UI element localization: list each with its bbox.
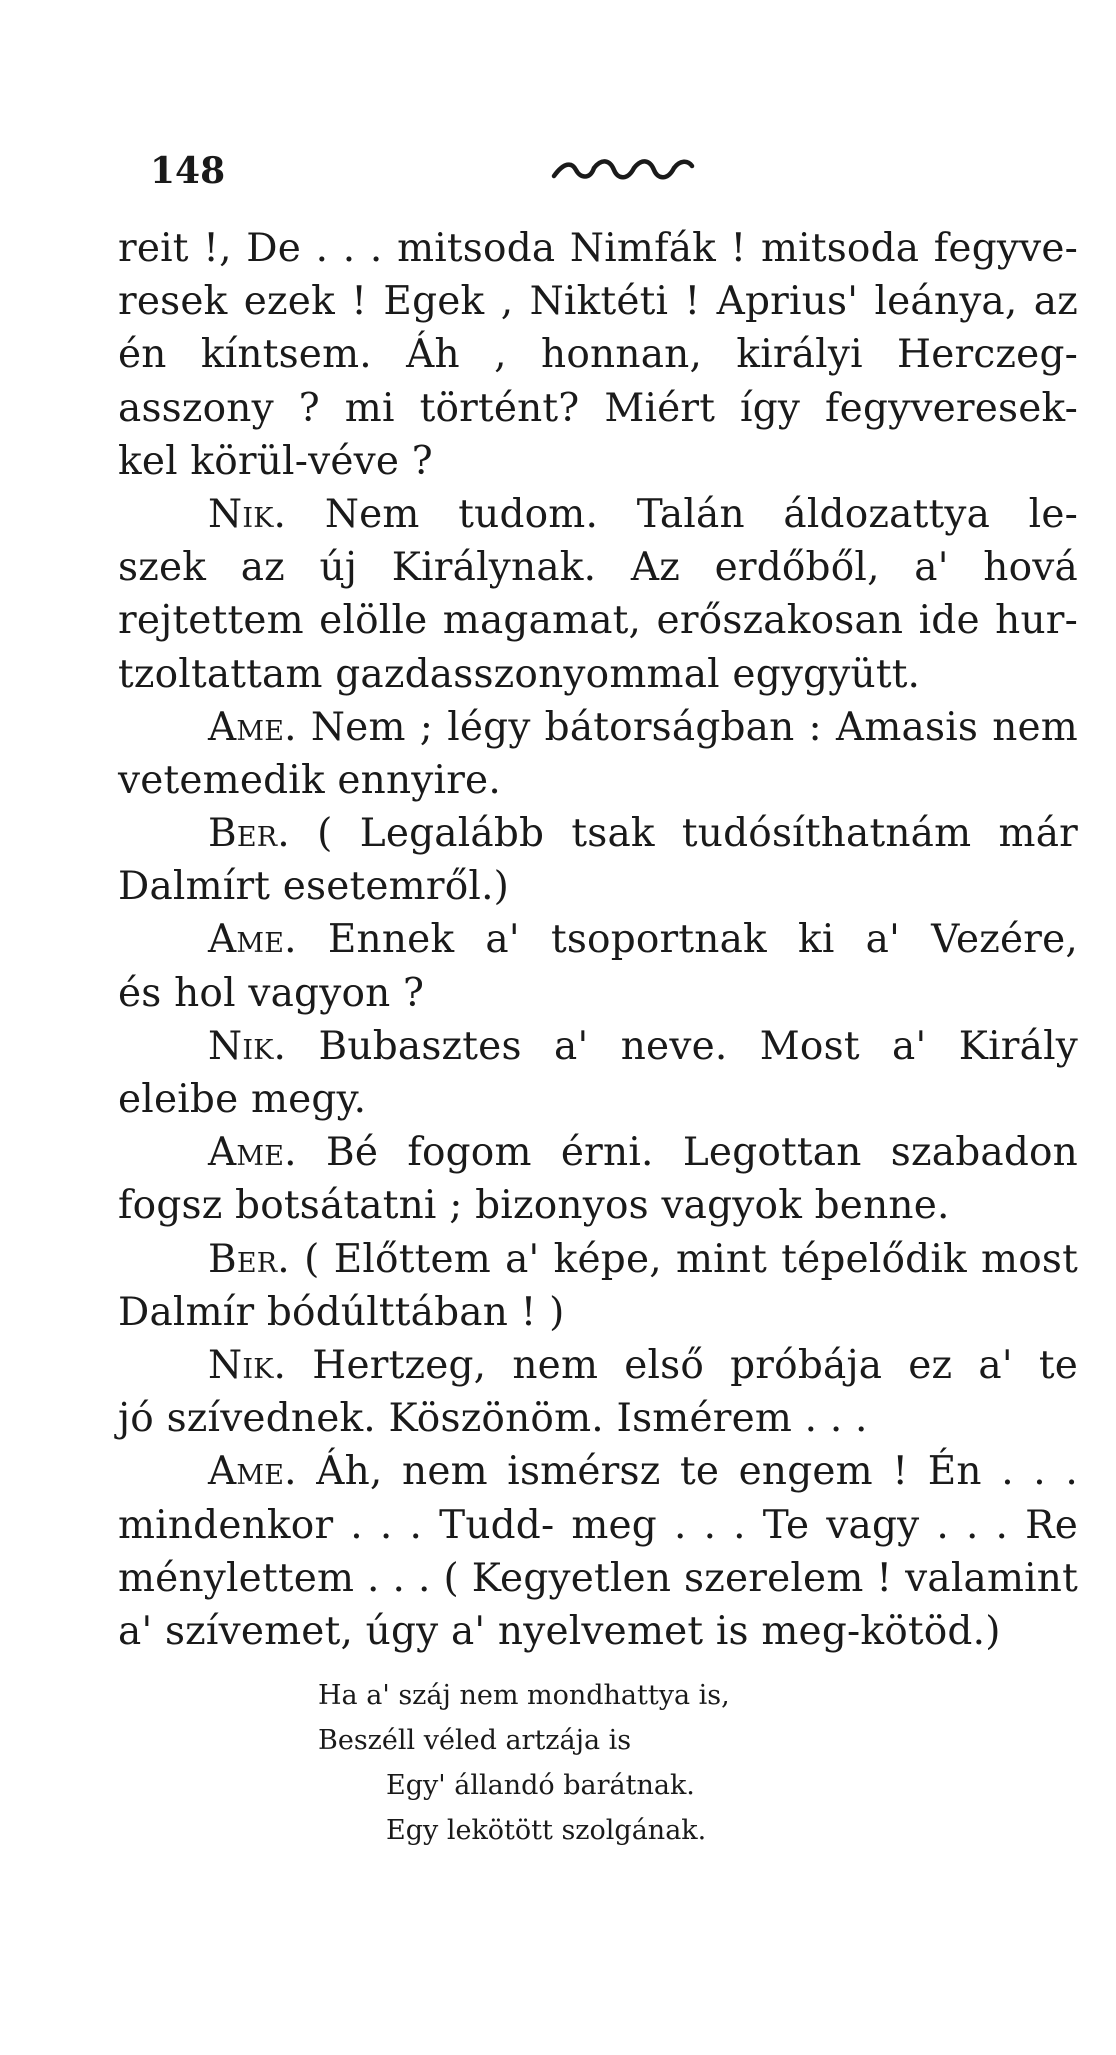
line-text: rejtettem elölle magamat, erőszakosan ide hur- bbox=[118, 598, 1078, 644]
speaker-name: Nik. bbox=[208, 491, 287, 537]
line-text: szek az új Királynak. Az erdőből, a' hová bbox=[118, 545, 1078, 591]
line-text: ( Előttem a' képe, mint tépelődik most bbox=[304, 1236, 1078, 1282]
text-line bbox=[118, 1073, 1078, 1126]
text-line bbox=[118, 328, 1078, 381]
verse-line: Egy' állandó barátnak. bbox=[386, 1770, 695, 1801]
verse-line: Egy lekötött szolgának. bbox=[386, 1815, 707, 1846]
text-line bbox=[118, 488, 1078, 541]
text-line bbox=[118, 1552, 1078, 1605]
speaker-name: Nik. bbox=[208, 1023, 287, 1069]
line-text: jó szívednek. Köszönöm. Ismérem . . . bbox=[118, 1396, 868, 1442]
line-text: Dalmír bódúlttában ! ) bbox=[118, 1289, 565, 1335]
text-line bbox=[118, 435, 1078, 488]
text-line bbox=[118, 1126, 1078, 1179]
text-line bbox=[118, 1499, 1078, 1552]
line-text: a' szívemet, úgy a' nyelvemet is meg-kötöd.) bbox=[118, 1608, 1001, 1654]
line-text: Ennek a' tsoportnak ki a' Vezére, bbox=[327, 917, 1078, 963]
line-text: Nem ; légy bátorságban : Amasis nem bbox=[310, 704, 1078, 750]
text-line bbox=[118, 275, 1078, 328]
text-line bbox=[118, 754, 1078, 807]
line-text: eleibe megy. bbox=[118, 1077, 367, 1122]
text-line bbox=[118, 860, 1078, 913]
text-line bbox=[118, 222, 1078, 275]
text-line bbox=[118, 1179, 1078, 1232]
line-text: vetemedik ennyire. bbox=[118, 757, 501, 803]
text-line bbox=[118, 913, 1078, 966]
line-text: mindenkor . . . Tudd- meg . . . Te vagy . . . Re bbox=[118, 1502, 1078, 1548]
text-line bbox=[118, 648, 1078, 701]
text-line bbox=[118, 1392, 1078, 1445]
line-text: ( Legalább tsak tudósíthatnám már bbox=[317, 811, 1078, 857]
line-text: ménylettem . . . ( Kegyetlen szerelem ! valamint bbox=[118, 1555, 1078, 1601]
text-line bbox=[118, 1445, 1078, 1498]
line-text: resek ezek ! Egek , Niktéti ! Aprius' leánya, az bbox=[118, 279, 1078, 325]
text-line bbox=[118, 594, 1078, 647]
speaker-name: Ame. bbox=[208, 1449, 297, 1495]
text-line bbox=[118, 1233, 1078, 1286]
dialogue-text bbox=[118, 222, 1078, 1658]
speaker-name: Ame. bbox=[208, 1130, 297, 1176]
speaker-name: Nik. bbox=[208, 1342, 287, 1388]
line-text: Áh, nem ismérsz te engem ! Én . . . bbox=[316, 1449, 1078, 1495]
page-number: 148 bbox=[150, 150, 226, 192]
line-text: én kíntsem. Áh , honnan, királyi Herczeg- bbox=[118, 332, 1078, 378]
line-text: és hol vagyon ? bbox=[118, 970, 425, 1016]
line-text: asszony ? mi történt? Miért így fegyveresek- bbox=[118, 385, 1078, 431]
text-line bbox=[118, 382, 1078, 435]
line-text: Dalmírt esetemről.) bbox=[118, 864, 510, 910]
text-line bbox=[118, 967, 1078, 1020]
line-text: fogsz botsátatni ; bizonyos vagyok benne. bbox=[118, 1183, 950, 1229]
text-line bbox=[118, 1020, 1078, 1073]
line-text: Bé fogom érni. Legottan szabadon bbox=[325, 1130, 1078, 1176]
text-line bbox=[118, 541, 1078, 594]
text-line bbox=[118, 1339, 1078, 1392]
line-text: Bubasztes a' neve. Most a' Király bbox=[318, 1023, 1078, 1069]
verse-line: Ha a' száj nem mondhattya is, bbox=[318, 1680, 730, 1711]
line-text: kel körül-véve ? bbox=[118, 438, 433, 484]
line-text: Nem tudom. Talán áldozattya le- bbox=[324, 491, 1078, 537]
text-line bbox=[118, 1605, 1078, 1658]
line-text: tzoltattam gazdasszonyommal egygyütt. bbox=[118, 651, 921, 697]
text-line bbox=[118, 807, 1078, 860]
ornament-flourish-icon bbox=[550, 150, 695, 190]
verse-line: Beszéll véled artzája is bbox=[318, 1725, 632, 1756]
speaker-name: Ber. bbox=[208, 811, 290, 857]
speaker-name: Ber. bbox=[208, 1236, 290, 1282]
line-text: Hertzeg, nem első próbája ez a' te bbox=[312, 1342, 1078, 1388]
text-line bbox=[118, 1286, 1078, 1339]
speaker-name: Ame. bbox=[208, 704, 297, 750]
speaker-name: Ame. bbox=[208, 917, 297, 963]
line-text: reit !, De . . . mitsoda Nimfák ! mitsoda fegyve- bbox=[118, 226, 1078, 271]
verse-block bbox=[318, 1673, 730, 1853]
text-line bbox=[118, 701, 1078, 754]
